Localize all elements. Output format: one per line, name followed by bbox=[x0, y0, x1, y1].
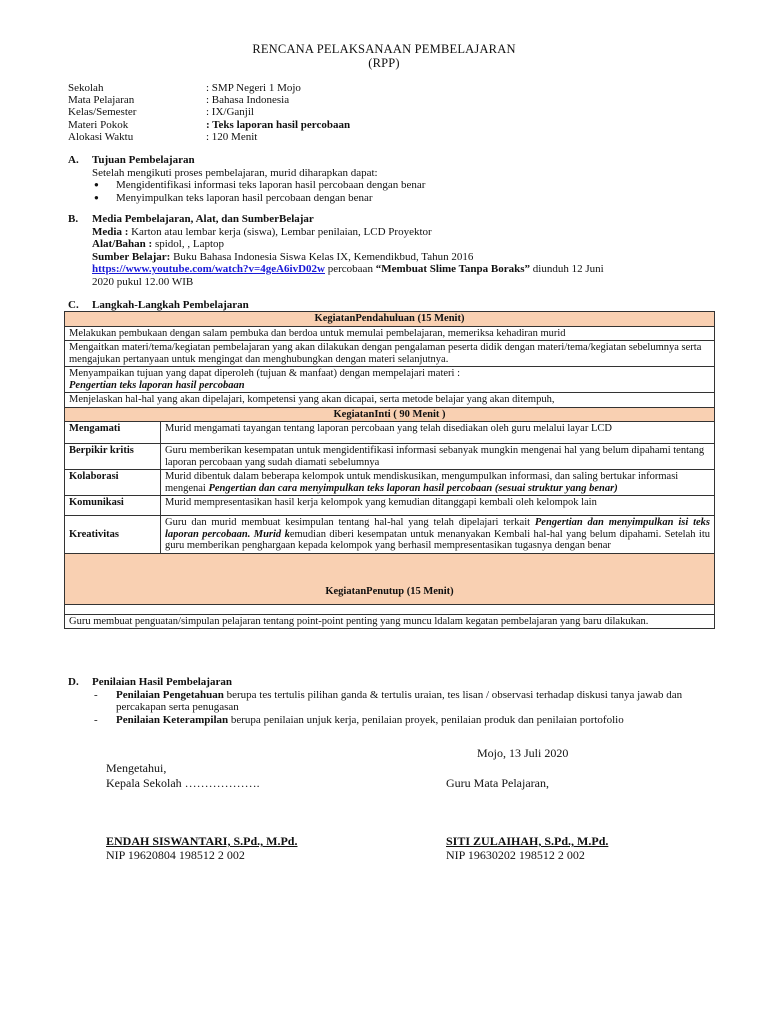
info-value: : 120 Menit bbox=[206, 130, 258, 143]
tujuan-text: Menyampaikan tujuan yang dapat diperoleh (tujuan & manfaat) dengan mempelajari materi : bbox=[69, 368, 460, 379]
guru-name: SITI ZULAIHAH, S.Pd., M.Pd. bbox=[446, 834, 609, 848]
table-row: Mengaitkan materi/tema/kegiatan pembelajaran yang akan dilakukan dengan pengalaman peserta didik dengan materi/tema/kegiatan sebelumnya serta mengajukan pertanyaan untuk mengingat dan menghubungkan dengan materi selanjutnya. bbox=[65, 341, 715, 367]
inti-header: KegiatanInti ( 90 Menit ) bbox=[65, 407, 715, 422]
link-title: “Membuat Slime Tanpa Boraks” bbox=[375, 263, 531, 275]
list-item bbox=[92, 689, 718, 714]
info-label: Kelas/Semester bbox=[68, 106, 137, 119]
kreativitas-text2: emudian diberi kesempatan untuk menanyakan Kembali hal-hal yang belum dipahami. Setelah itu guru memberikan penghargaan kepada kelompok yang berhasil mempresentasikan tugasnya dengan benar bbox=[165, 528, 710, 551]
step-text bbox=[161, 470, 715, 496]
learning-steps-table bbox=[64, 311, 715, 629]
info-label: Sekolah bbox=[68, 82, 104, 94]
step-text bbox=[161, 516, 715, 554]
document-subtitle: (RPP) bbox=[368, 56, 400, 70]
step-label: Kolaborasi bbox=[65, 470, 161, 496]
kepala-name: ENDAH SISWANTARI, S.Pd., M.Pd. bbox=[106, 834, 298, 848]
section-media bbox=[68, 213, 718, 288]
penilaian-text: berupa penilaian unjuk kerja, penilaian proyek, penilaian produk dan penilaian portofolio bbox=[228, 713, 624, 726]
section-letter: D. bbox=[68, 676, 79, 688]
list-item: ● Mengidentifikasi informasi teks laporan hasil percobaan dengan benar bbox=[92, 179, 718, 192]
section-letter: B. bbox=[68, 213, 79, 225]
link-line2: 2020 pukul 12.00 WIB bbox=[92, 275, 194, 288]
info-value: : SMP Negeri 1 Mojo bbox=[206, 82, 301, 94]
link-after: percobaan bbox=[325, 263, 376, 275]
table-row: Melakukan pembukaan dengan salam pembuka dan berdoa untuk memulai pembelajaran, memeriksa kehadiran murid bbox=[65, 326, 715, 341]
table-row: Menjelaskan hal-hal yang akan dipelajari, kompetensi yang akan dicapai, serta metode belajar yang akan ditempuh, bbox=[65, 393, 715, 408]
section-langkah bbox=[68, 299, 718, 312]
kepala-label: Kepala Sekolah ………………. bbox=[106, 776, 260, 790]
info-value: : Bahasa Indonesia bbox=[206, 94, 290, 107]
penutup-header: KegiatanPenutup (15 Menit) bbox=[65, 553, 715, 604]
document-title: RENCANA PELAKSANAAN PEMBELAJARAN bbox=[252, 42, 516, 56]
guru-signature bbox=[446, 834, 608, 862]
alat-value: spidol, , Laptop bbox=[152, 238, 225, 250]
section-tujuan bbox=[68, 154, 718, 204]
info-row-alokasi bbox=[68, 131, 350, 143]
alat-label: Alat/Bahan : bbox=[92, 238, 153, 250]
sumber-value: Buku Bahasa Indonesia Siswa Kelas IX, Kemendikbud, Tahun 2016 bbox=[170, 250, 474, 263]
kolaborasi-text: Murid dibentuk dalam beberapa kelompok untuk mendiskusikan, mengumpulkan informasi, dan saling bertukar informasi mengenai bbox=[165, 471, 679, 494]
table-row: Guru membuat penguatan/simpulan pelajaran tentang point-point penting yang muncu ldalam kegatan pembelajaran yang baru dilakukan. bbox=[65, 614, 715, 629]
section-penilaian bbox=[68, 676, 718, 726]
info-value: : Teks laporan hasil percobaan bbox=[206, 118, 351, 131]
info-row-materi bbox=[68, 119, 350, 131]
kolaborasi-emph: Pengertian dan cara menyimpulkan teks laporan hasil percobaan (sesuai struktur yang benar) bbox=[208, 482, 618, 494]
pendahuluan-header: KegiatanPendahuluan (15 Menit) bbox=[65, 312, 715, 327]
kepala-signature bbox=[106, 834, 297, 862]
info-label: Mata Pelajaran bbox=[68, 94, 135, 107]
step-label: Komunikasi bbox=[65, 496, 161, 516]
penilaian-label: Penilaian Pengetahuan bbox=[116, 688, 224, 701]
penilaian-text: berupa tes tertulis pilihan ganda & tertulis uraian, tes lisan / observasi terhadap diskusi tanya jawab dan percakapan serta penugasan bbox=[116, 688, 683, 713]
list-item bbox=[92, 714, 718, 727]
section-heading: Penilaian Hasil Pembelajaran bbox=[92, 676, 232, 688]
step-text: Murid mempresentasikan hasil kerja kelompok yang kemudian ditanggapi kembali oleh kelompok lain bbox=[161, 496, 715, 516]
kepala-nip: NIP 19620804 198512 2 002 bbox=[106, 848, 245, 862]
mengetahui-label: Mengetahui, bbox=[106, 761, 167, 775]
section-letter: A. bbox=[68, 154, 79, 166]
section-heading: Tujuan Pembelajaran bbox=[92, 154, 195, 166]
info-row-mapel bbox=[68, 94, 350, 106]
sumber-label: Sumber Belajar: bbox=[92, 250, 171, 263]
guru-label: Guru Mata Pelajaran, bbox=[446, 776, 549, 790]
section-intro: Setelah mengikuti proses pembelajaran, murid diharapkan dapat: bbox=[92, 166, 378, 179]
kreativitas-emph: Pengertian dan menyimpulkan isi teks laporan percobaan. Murid k bbox=[165, 517, 710, 540]
media-value: Karton atau lembar kerja (siswa), Lembar penilaian, LCD Proyektor bbox=[128, 225, 432, 238]
step-label: Berpikir kritis bbox=[65, 444, 161, 470]
info-label: Alokasi Waktu bbox=[68, 130, 134, 143]
info-row-sekolah bbox=[68, 82, 350, 94]
table-row bbox=[65, 367, 715, 393]
youtube-link[interactable]: https://www.youtube.com/watch?v=4geA6ivD02w bbox=[92, 263, 325, 275]
info-value: : IX/Ganjil bbox=[206, 106, 254, 119]
list-item: ● Menyimpulkan teks laporan hasil percobaan dengan benar bbox=[92, 192, 718, 205]
tujuan-emph: Pengertian teks laporan hasil percobaan bbox=[69, 379, 245, 391]
section-heading: Langkah-Langkah Pembelajaran bbox=[92, 299, 249, 311]
section-letter: C. bbox=[68, 299, 79, 311]
place-date: Mojo, 13 Juli 2020 bbox=[477, 746, 569, 760]
guru-nip: NIP 19630202 198512 2 002 bbox=[446, 848, 585, 862]
step-label: Kreativitas bbox=[65, 516, 161, 554]
step-text: Murid mengamati tayangan tentang laporan percobaan yang telah disediakan oleh guru melalui layar LCD bbox=[161, 422, 715, 444]
identity-block bbox=[68, 82, 350, 143]
link-tail: diunduh 12 Juni bbox=[530, 263, 604, 275]
step-label: Mengamati bbox=[65, 422, 161, 444]
kreativitas-text1: Guru dan murid membuat kesimpulan tentang hal-hal yang telah dipelajari terkait bbox=[165, 517, 535, 528]
step-text: Guru memberikan kesempatan untuk mengidentifikasi informasi sebanyak mungkin mengenai hal yang belum dipahami tentang laporan percobaan yang sudah diamati sebelumnya bbox=[161, 444, 715, 470]
table-row-empty bbox=[65, 604, 715, 614]
section-heading: Media Pembelajaran, Alat, dan SumberBelajar bbox=[92, 213, 314, 225]
media-label: Media : bbox=[92, 225, 129, 238]
info-label: Materi Pokok bbox=[68, 118, 129, 131]
penilaian-label: Penilaian Keterampilan bbox=[116, 713, 229, 726]
info-row-kelas bbox=[68, 106, 350, 118]
